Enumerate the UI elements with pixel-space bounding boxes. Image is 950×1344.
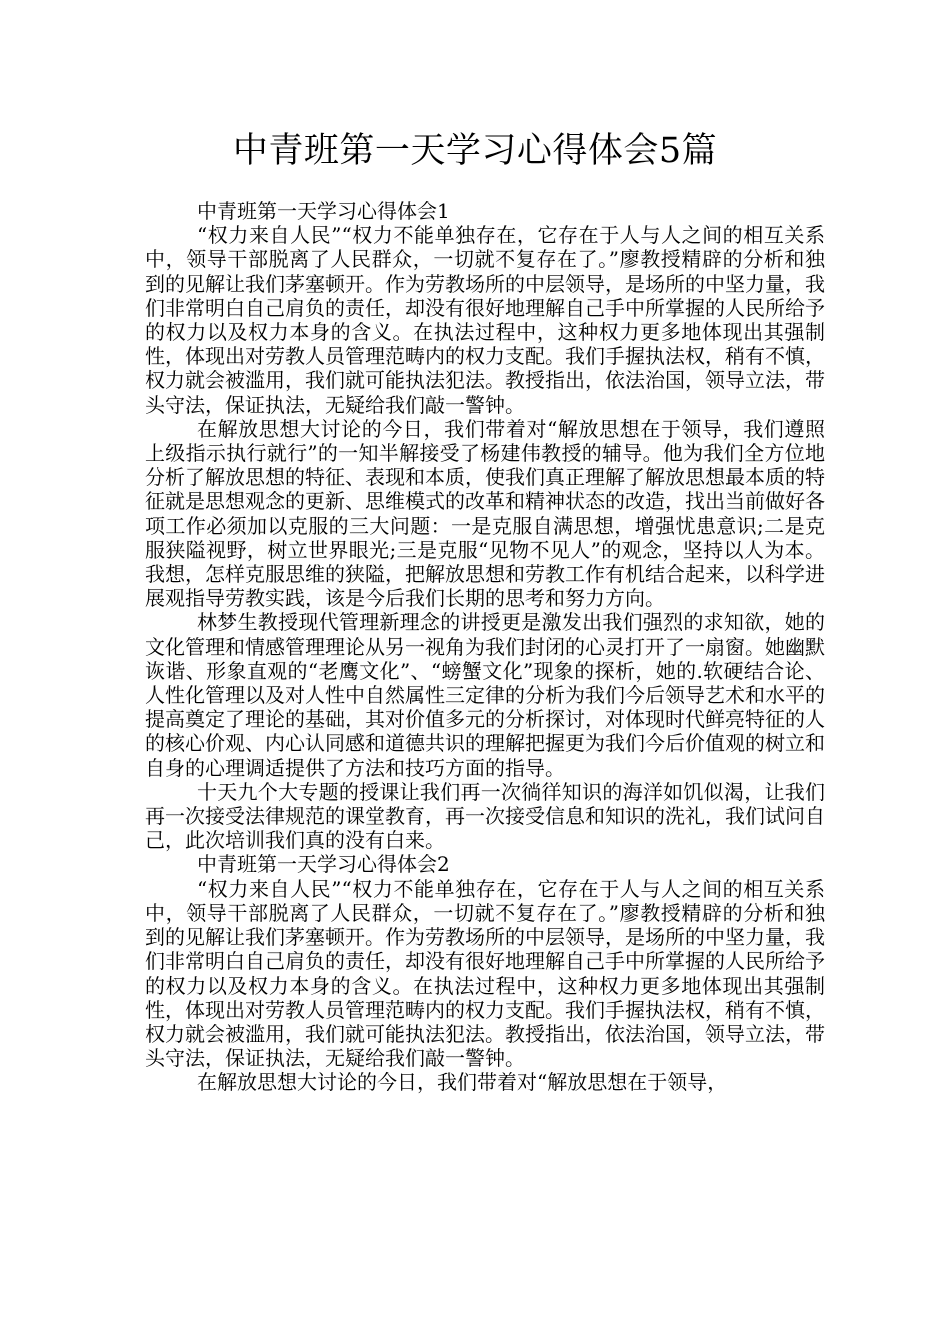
paragraph: “权力来自人民”“权力不能单独存在，它存在于人与人之间的相互关系中，领导干部脱离了人民群众，一切就不复存在了。”廖教授精辟的分析和独到的见解让我们茅塞顿开。作为劳教场所的中层领导，是场所的中坚力量，我们非常明白自己肩负的责任，却没有很好地理解自己手中所掌握的人民所给予的权力以及权力本身的含义。在执法过程中，这种权力更多地体现出其强制性，体现出对劳教人员管理范畴内的权力支配。我们手握执法权，稍有不慎，权力就会被滥用，我们就可能执法犯法。教授指出，依法治国，领导立法，带头守法，保证执法，无疑给我们敲一警钟。 <box>145 223 825 417</box>
paragraph: 林梦生教授现代管理新理念的讲授更是激发出我们强烈的求知欲，她的文化管理和情感管理理论从另一视角为我们封闭的心灵打开了一扇窗。她幽默诙谐、形象直观的“老鹰文化”、“螃蟹文化”现象的探析，她的.软硬结合论、人性化管理以及对人性中自然属性三定律的分析为我们今后领导艺术和水平的提高奠定了理论的基础，其对价值多元的分析探讨，对体现时代鲜亮特征的人的核心价观、内心认同感和道德共识的理解把握更为我们今后价值观的树立和自身的心理调适提供了方法和技巧方面的指导。 <box>145 610 825 780</box>
paragraph: “权力来自人民”“权力不能单独存在，它存在于人与人之间的相互关系中，领导干部脱离了人民群众，一切就不复存在了。”廖教授精辟的分析和独到的见解让我们茅塞顿开。作为劳教场所的中层领导，是场所的中坚力量，我们非常明白自己肩负的责任，却没有很好地理解自己手中所掌握的人民所给予的权力以及权力本身的含义。在执法过程中，这种权力更多地体现出其强制性，体现出对劳教人员管理范畴内的权力支配。我们手握执法权，稍有不慎，权力就会被滥用，我们就可能执法犯法。教授指出，依法治国，领导立法，带头守法，保证执法，无疑给我们敲一警钟。 <box>145 876 825 1071</box>
paragraph: 在解放思想大讨论的今日，我们带着对“解放思想在于领导，我们遵照上级指示执行就行”的一知半解接受了杨建伟教授的辅导。他为我们全方位地分析了解放思想的特征、表现和本质，使我们真正理解了解放思想最本质的特征就是思想观念的更新、思维模式的改革和精神状态的改造，找出当前做好各项工作必须加以克服的三大问题：一是克服自满思想，增强忧患意识;二是克服狭隘视野，树立世界眼光;三是克服“见物不见人”的观念，坚持以人为本。我想，怎样克服思维的狭隘，把解放思想和劳教工作有机结合起来，以科学进展观指导劳教实践，该是今后我们长期的思考和努力方向。 <box>145 416 825 611</box>
paragraph: 在解放思想大讨论的今日，我们带着对“解放思想在于领导， <box>197 1070 728 1095</box>
document-body <box>145 199 825 1095</box>
section-heading-2: 中青班第一天学习心得体会2 <box>197 852 450 877</box>
paragraph: 十天九个大专题的授课让我们再一次徜徉知识的海洋如饥似渴，让我们再一次接受法律规范的课堂教育，再一次接受信息和知识的洗礼，我们试问自己，此次培训我们真的没有白来。 <box>145 779 825 853</box>
document-title: 中青班第一天学习心得体会5篇 <box>232 131 718 171</box>
section-heading-1: 中青班第一天学习心得体会1 <box>197 199 450 223</box>
